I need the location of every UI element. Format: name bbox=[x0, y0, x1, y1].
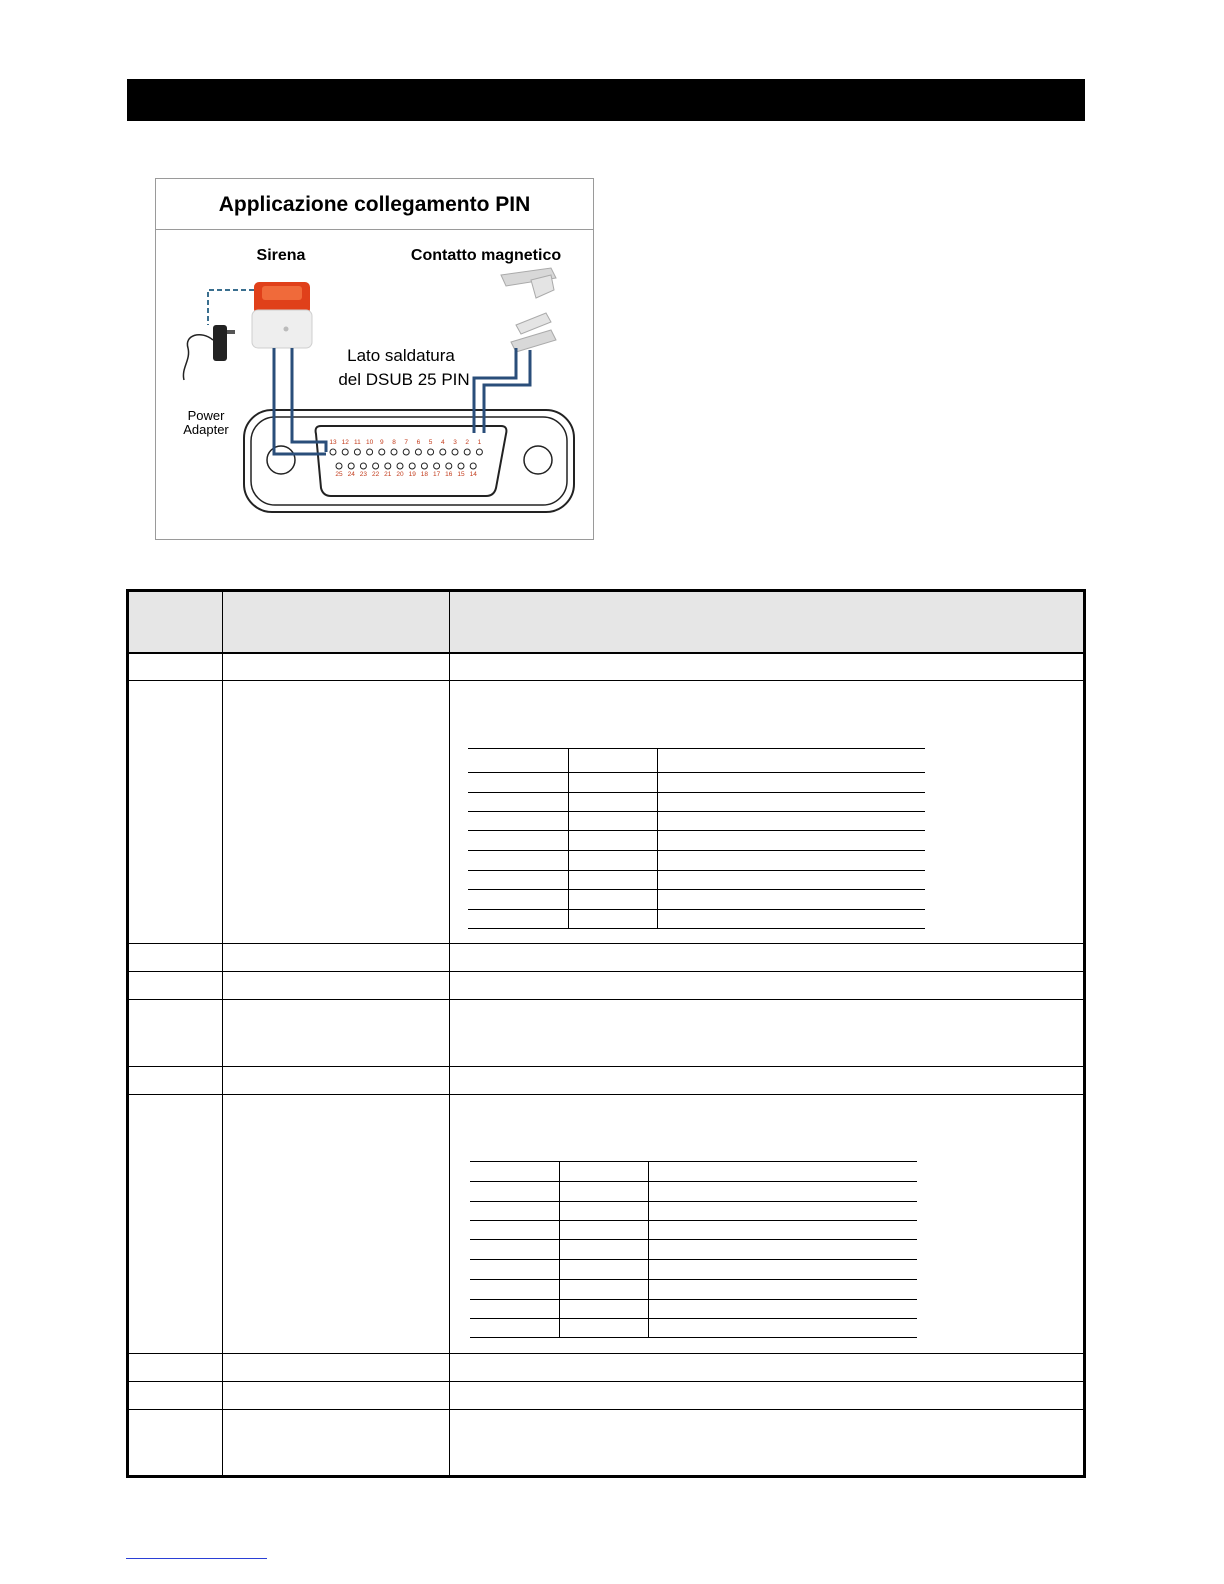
pin-top-hole bbox=[330, 449, 336, 455]
pin-bottom-hole bbox=[360, 463, 366, 469]
pin-connection-figure bbox=[155, 178, 594, 540]
adapter-label-2: Adapter bbox=[183, 422, 229, 437]
pin-top-hole bbox=[415, 449, 421, 455]
dsub-connection-diagram bbox=[156, 230, 593, 539]
pin-bottom-label: 19 bbox=[408, 471, 416, 478]
nested-table-1 bbox=[468, 748, 925, 930]
pin-top-hole bbox=[428, 449, 434, 455]
pin-bottom-hole bbox=[373, 463, 379, 469]
pin-bottom-label: 20 bbox=[396, 471, 404, 478]
row-divider bbox=[129, 971, 1083, 972]
pin-top-label: 7 bbox=[404, 439, 409, 446]
pin-bottom-label: 18 bbox=[420, 471, 429, 478]
pin-bottom-hole bbox=[458, 463, 464, 469]
row-divider bbox=[129, 1094, 1083, 1095]
pin-bottom-hole bbox=[385, 463, 391, 469]
pin-bottom-label: 17 bbox=[432, 471, 441, 478]
pin-bottom-hole bbox=[446, 463, 452, 469]
siren-label: Sirena bbox=[256, 247, 306, 264]
pin-top-label: 6 bbox=[416, 439, 421, 446]
column-divider bbox=[449, 592, 450, 1475]
pin-top-label: 13 bbox=[329, 439, 337, 446]
row-divider bbox=[129, 1066, 1083, 1067]
pin-top-hole bbox=[391, 449, 397, 455]
header-divider bbox=[129, 652, 1083, 654]
pin-top-label: 2 bbox=[465, 439, 470, 446]
pin-bottom-hole bbox=[409, 463, 415, 469]
column-divider bbox=[222, 592, 223, 1475]
pin-bottom-label: 23 bbox=[359, 471, 368, 478]
pin-bottom-label: 22 bbox=[371, 471, 380, 478]
magnetic-contact-label: Contatto magnetico bbox=[410, 247, 562, 264]
pin-top-label: 5 bbox=[428, 439, 433, 446]
power-adapter-icon bbox=[183, 325, 235, 380]
solder-side-label-2: del DSUB 25 PIN bbox=[338, 370, 470, 389]
pin-top-hole bbox=[342, 449, 348, 455]
row-divider bbox=[129, 999, 1083, 1000]
pin-top-label: 9 bbox=[379, 439, 384, 446]
row-divider bbox=[129, 680, 1083, 681]
pin-bottom-hole bbox=[434, 463, 440, 469]
pin-bottom-hole bbox=[336, 463, 342, 469]
row-divider bbox=[129, 1353, 1083, 1354]
footer-link-underline bbox=[126, 1558, 267, 1559]
pin-top-label: 4 bbox=[440, 439, 445, 446]
pin-top-hole bbox=[464, 449, 470, 455]
figure-title: Applicazione collegamento PIN bbox=[156, 179, 593, 230]
section-header-bar bbox=[127, 79, 1085, 121]
pin-bottom-label: 16 bbox=[445, 471, 453, 478]
adapter-label-1: Power bbox=[187, 408, 225, 423]
pin-top-label: 3 bbox=[453, 439, 457, 446]
row-divider bbox=[129, 1381, 1083, 1382]
siren-icon bbox=[252, 282, 312, 348]
nested-table-2 bbox=[470, 1161, 917, 1341]
power-dashed-line bbox=[208, 290, 254, 325]
pin-top-hole bbox=[452, 449, 458, 455]
pin-top-label: 1 bbox=[477, 439, 482, 446]
pin-top-hole bbox=[476, 449, 482, 455]
pin-bottom-hole bbox=[348, 463, 354, 469]
pin-top-label: 8 bbox=[392, 439, 396, 446]
pin-top-label: 10 bbox=[365, 439, 374, 446]
row-divider bbox=[129, 1409, 1083, 1410]
magnetic-contact-icon bbox=[501, 268, 556, 352]
pin-table bbox=[126, 589, 1086, 1478]
pin-bottom-label: 15 bbox=[457, 471, 465, 478]
pin-bottom-hole bbox=[470, 463, 476, 469]
pin-top-hole bbox=[403, 449, 409, 455]
row-divider bbox=[129, 943, 1083, 944]
pin-top-label: 12 bbox=[341, 439, 349, 446]
pin-bottom-label: 24 bbox=[347, 471, 355, 478]
solder-side-label-1: Lato saldatura bbox=[347, 346, 455, 365]
pin-bottom-label: 25 bbox=[335, 471, 343, 478]
pin-bottom-label: 14 bbox=[469, 471, 477, 478]
pin-top-hole bbox=[367, 449, 373, 455]
pin-top-label: 11 bbox=[354, 439, 361, 446]
pin-bottom-hole bbox=[421, 463, 427, 469]
pin-top-hole bbox=[354, 449, 360, 455]
pin-top-hole bbox=[379, 449, 385, 455]
pin-bottom-label: 21 bbox=[384, 471, 392, 478]
table-header bbox=[129, 592, 1083, 654]
pin-top-hole bbox=[440, 449, 446, 455]
pin-bottom-hole bbox=[397, 463, 403, 469]
